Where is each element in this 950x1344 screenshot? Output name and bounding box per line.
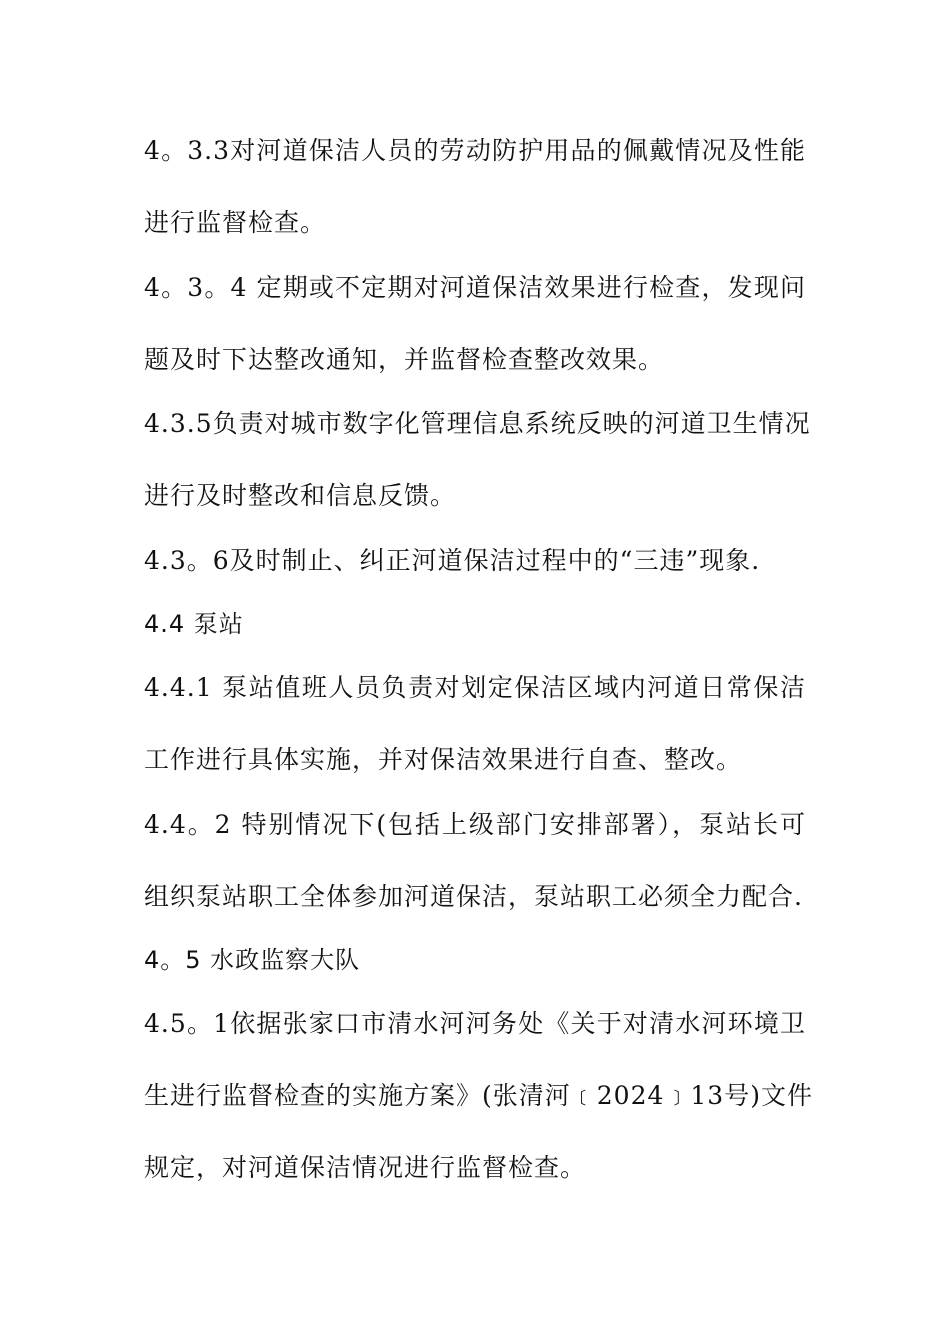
para-4-4-1-line-1: 4.4.1 泵站值班人员负责对划定保洁区域内河道日常保洁 <box>144 673 806 702</box>
heading-4-5: 4。5 水政监察大队 <box>144 946 361 974</box>
para-4-3-6: 4.3。6及时制止、纠正河道保洁过程中的“三违”现象. <box>144 546 761 575</box>
para-4-3-4-line-1: 4。3。4 定期或不定期对河道保洁效果进行检查，发现问 <box>144 273 806 302</box>
para-4-3-4-line-2: 题及时下达整改通知，并监督检查整改效果。 <box>144 345 665 374</box>
para-4-3-5-line-1: 4.3.5负责对城市数字化管理信息系统反映的河道卫生情况 <box>144 409 811 438</box>
para-4-5-1-line-1: 4.5。1依据张家口市清水河河务处《关于对清水河环境卫 <box>144 1009 806 1038</box>
para-4-4-1-line-2: 工作进行具体实施，并对保洁效果进行自查、整改。 <box>144 745 743 774</box>
para-4-4-2-line-1: 4.4。2 特别情况下(包括上级部门安排部署），泵站长可 <box>144 810 806 839</box>
para-4-3-3-line-2: 进行监督检查。 <box>144 208 327 237</box>
para-4-5-1-line-2: 生进行监督检查的实施方案》(张清河﹝2024﹞13号)文件 <box>144 1081 813 1110</box>
para-4-3-5-line-2: 进行及时整改和信息反馈。 <box>144 481 457 510</box>
para-4-5-1-line-3: 规定，对河道保洁情况进行监督检查。 <box>144 1153 587 1182</box>
para-4-4-2-line-2: 组织泵站职工全体参加河道保洁，泵站职工必须全力配合. <box>144 882 803 911</box>
para-4-3-3-line-1: 4。3.3对河道保洁人员的劳动防护用品的佩戴情况及性能 <box>144 136 806 165</box>
heading-4-4: 4.4 泵站 <box>144 610 244 638</box>
